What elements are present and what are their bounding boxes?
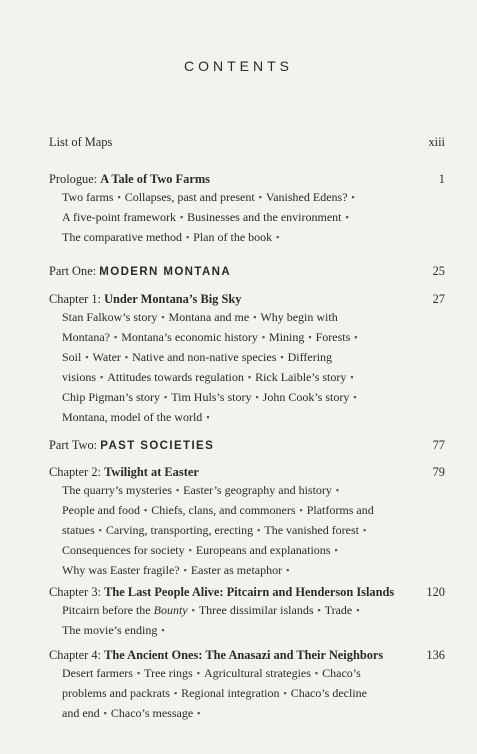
bullet-separator: ▪ (258, 192, 262, 202)
chapter-title: The Last People Alive: Pitcairn and Henderson Islands (104, 585, 395, 599)
subtopic: Montana’s economic history (121, 330, 258, 344)
toc-entry (49, 262, 445, 280)
bullet-separator: ▪ (363, 525, 367, 535)
subtopic: The comparative method (62, 230, 182, 244)
subtopic-line (62, 704, 445, 724)
page-number: 27 (432, 292, 445, 306)
bullet-separator: ▪ (308, 332, 312, 342)
subtopic: Montana? (62, 330, 110, 344)
subtopic: The vanished forest (264, 523, 360, 537)
page-number: 1 (438, 172, 445, 186)
bullet-separator: ▪ (113, 332, 118, 342)
subtopic: Plan of the book (193, 230, 273, 244)
subtopic: statues (62, 523, 95, 537)
toc-entry-prefix: Chapter 2: (49, 465, 105, 479)
subtopic-line (62, 481, 445, 501)
bullet-separator: ▪ (345, 212, 349, 222)
toc-entry (49, 290, 445, 428)
bullet-separator: ▪ (276, 232, 280, 242)
subtopic: Tree rings (144, 666, 193, 680)
subtopic-line (62, 684, 445, 704)
bullet-separator: ▪ (351, 192, 355, 202)
subtopic-line (62, 521, 445, 541)
bullet-separator: ▪ (183, 565, 187, 575)
subtopic: Regional integration (181, 686, 280, 700)
contents-title: CONTENTS (184, 58, 293, 74)
toc-entry (49, 170, 445, 248)
bullet-separator: ▪ (136, 668, 141, 678)
subtopic: Businesses and the environment (187, 210, 342, 224)
bullet-separator: ▪ (179, 212, 184, 222)
bullet-separator: ▪ (354, 332, 358, 342)
subtopic-line (62, 188, 445, 208)
bullet-separator: ▪ (317, 605, 321, 615)
italic-title: Bounty (153, 603, 188, 617)
subtopic: Chiefs, clans, and commoners (151, 503, 296, 517)
bullet-separator: ▪ (100, 372, 104, 382)
toc-entry-heading[interactable] (49, 290, 445, 308)
toc-entry-prefix: Chapter 1: (49, 292, 105, 306)
bullet-separator: ▪ (286, 565, 290, 575)
subtopic: Montana and me (168, 310, 250, 324)
bullet-separator: ▪ (161, 625, 165, 635)
subtopic: Three dissimilar islands (198, 603, 314, 617)
bullet-separator: ▪ (98, 525, 102, 535)
subtopic-line (62, 368, 445, 388)
subtopic: Differing (287, 350, 333, 364)
subtopic: Native and non-native species (132, 350, 277, 364)
subtopic: Why begin with (260, 310, 338, 324)
bullet-separator: ▪ (255, 392, 259, 402)
bullet-separator: ▪ (261, 332, 266, 342)
toc-entry-heading[interactable] (49, 646, 445, 664)
subtopic: Chaco’s decline (290, 686, 367, 700)
subtopic: Chip Pigman’s story (62, 390, 161, 404)
subtopic: The movie’s ending (62, 623, 158, 637)
bullet-separator: ▪ (197, 708, 201, 718)
bullet-separator: ▪ (356, 605, 360, 615)
bullet-separator: ▪ (124, 352, 129, 362)
bullet-separator: ▪ (257, 525, 261, 535)
page-number: 120 (426, 585, 445, 599)
chapter-title: The Ancient Ones: The Anasazi and Their Neighbors (104, 648, 384, 662)
subtopic: Why was Easter fragile? (62, 563, 180, 577)
subtopic: Chaco’s (322, 666, 361, 680)
subtopic-line (62, 208, 445, 228)
part-title: PAST SOCIETIES (100, 440, 215, 452)
toc-entry (49, 133, 445, 151)
bullet-separator: ▪ (353, 392, 357, 402)
subtopic-line (62, 348, 445, 368)
bullet-separator: ▪ (314, 668, 319, 678)
subtopic: Vanished Edens? (265, 190, 348, 204)
toc-entry (49, 436, 445, 454)
page-number: 136 (426, 648, 445, 662)
bullet-separator: ▪ (247, 372, 252, 382)
subtopic: Attitudes towards regulation (107, 370, 244, 384)
subtopic: and end (62, 706, 100, 720)
page-number: 77 (432, 438, 445, 452)
toc-entry-prefix: Part One: (49, 264, 100, 278)
toc-entry (49, 463, 445, 581)
subtopic: Trade (324, 603, 353, 617)
subtopic-line (62, 664, 445, 684)
subtopic-line (62, 501, 445, 521)
subtopic: A five-point framework (62, 210, 176, 224)
subtopic: The quarry’s mysteries (62, 483, 172, 497)
chapter-title: Under Montana’s Big Sky (104, 292, 242, 306)
bullet-separator: ▪ (173, 688, 178, 698)
subtopic-line (62, 388, 445, 408)
subtopic: Water (92, 350, 121, 364)
subtopic: John Cook’s story (262, 390, 350, 404)
bullet-separator: ▪ (164, 392, 168, 402)
toc-entry-heading[interactable] (49, 170, 445, 188)
subtopic-line (62, 601, 445, 621)
toc-entry-heading[interactable] (49, 262, 445, 280)
subtopic-line (62, 228, 445, 248)
subtopic: Europeans and explanations (195, 543, 331, 557)
bullet-separator: ▪ (283, 688, 287, 698)
subtopic: Carving, transporting, erecting (105, 523, 254, 537)
toc-entry (49, 646, 445, 724)
subtopic: Stan Falkow’s story (62, 310, 158, 324)
page-number: 25 (432, 264, 445, 278)
bullet-separator: ▪ (253, 312, 257, 322)
subtopic: problems and packrats (62, 686, 170, 700)
subtopic: Platforms and (306, 503, 374, 517)
subtopic: Two farms (62, 190, 114, 204)
bullet-separator: ▪ (103, 708, 107, 718)
bullet-separator: ▪ (175, 485, 180, 495)
subtopic-line (62, 408, 445, 428)
page-number: 79 (432, 465, 445, 479)
toc-entry-heading[interactable] (49, 463, 445, 481)
subtopic-line (62, 328, 445, 348)
subtopic: Mining (269, 330, 305, 344)
subtopic: Tim Huls’s story (171, 390, 252, 404)
bullet-separator: ▪ (334, 545, 338, 555)
subtopic: Easter as metaphor (190, 563, 283, 577)
bullet-separator: ▪ (188, 545, 192, 555)
toc-entry-heading[interactable] (49, 133, 445, 151)
subtopic: Forests (315, 330, 351, 344)
subtopic: Pitcairn before the Bounty (62, 603, 188, 617)
subtopic: Collapses, past and present (124, 190, 255, 204)
toc-entry-heading[interactable] (49, 583, 445, 601)
toc-entry-prefix: Prologue: (49, 172, 101, 186)
bullet-separator: ▪ (161, 312, 165, 322)
subtopic: visions (62, 370, 97, 384)
bullet-separator: ▪ (206, 412, 210, 422)
part-title: MODERN MONTANA (99, 266, 232, 278)
subtopic: Consequences for society (62, 543, 185, 557)
bullet-separator: ▪ (280, 352, 284, 362)
subtopic: Montana, model of the world (62, 410, 203, 424)
subtopic: Agricultural strategies (203, 666, 311, 680)
chapter-title: A Tale of Two Farms (100, 172, 210, 186)
subtopic: Chaco’s message (110, 706, 194, 720)
subtopic-line (62, 541, 445, 561)
subtopic: Easter’s geography and history (183, 483, 332, 497)
subtopic-line (62, 308, 445, 328)
subtopic: Desert farmers (62, 666, 133, 680)
bullet-separator: ▪ (350, 372, 354, 382)
page-number: xiii (428, 135, 445, 149)
bullet-separator: ▪ (185, 232, 190, 242)
subtopic-line (62, 621, 445, 641)
subtopic-line (62, 561, 445, 581)
subtopic: Rick Laible’s story (255, 370, 347, 384)
toc-entry-prefix: Chapter 4: (49, 648, 105, 662)
toc-entry-prefix: Part Two: (49, 438, 101, 452)
subtopic: People and food (62, 503, 140, 517)
bullet-separator: ▪ (85, 352, 89, 362)
subtopic: Soil (62, 350, 82, 364)
toc-entry (49, 583, 445, 641)
bullet-separator: ▪ (299, 505, 303, 515)
bullet-separator: ▪ (335, 485, 340, 495)
bullet-separator: ▪ (191, 605, 195, 615)
bullet-separator: ▪ (117, 192, 121, 202)
toc-entry-label: List of Maps (49, 135, 113, 149)
bullet-separator: ▪ (143, 505, 148, 515)
chapter-title: Twilight at Easter (104, 465, 199, 479)
toc-entry-heading[interactable] (49, 436, 445, 454)
bullet-separator: ▪ (196, 668, 200, 678)
toc-entry-prefix: Chapter 3: (49, 585, 105, 599)
